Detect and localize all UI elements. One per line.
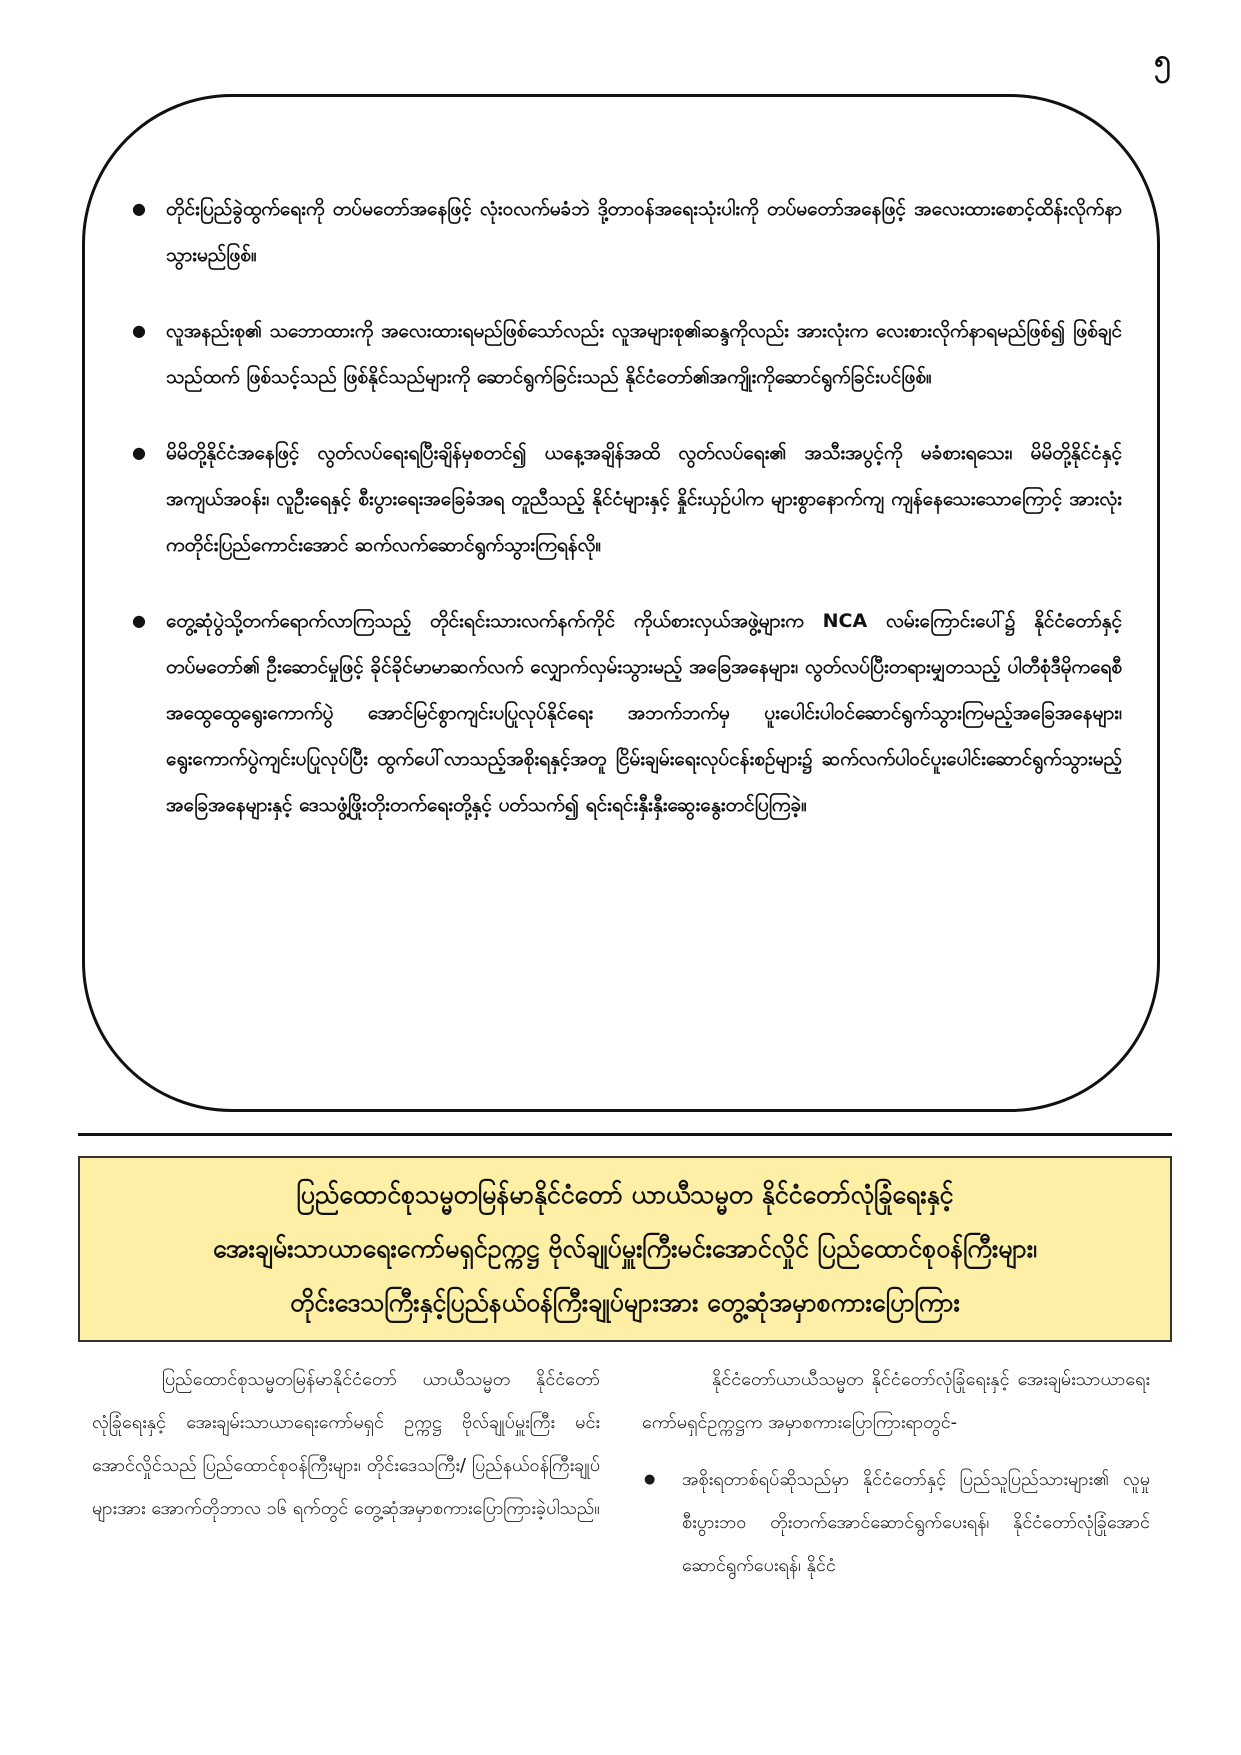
headline-line: အေးချမ်းသာယာရေးကော်မရှင်ဥက္ကဋ္ဌ ဗိုလ်ချုပ်မှူးကြီးမင်းအောင်လှိုင် ပြည်ထောင်စုဝန်ကြီးများ၊ [212, 1234, 1038, 1263]
summary-bullet: ● တိုင်းပြည်ခွဲထွက်ရေးကို တပ်မတော်အနေဖြင့် လုံးဝလက်မခံဘဲ ဒို့တာဝန်အရေးသုံးပါးကို တပ်မတော်အနေဖြင့် အလေးထားစောင့်ထိန်းလိုက်နာသွားမည်ဖြစ်။ [132, 186, 1122, 278]
page-number: ၅ [1154, 43, 1171, 78]
right-column [642, 1358, 1150, 1587]
right-column-intro: နိုင်ငံတော်ယာယီသမ္မတ နိုင်ငံတော်လုံခြုံရေးနှင့် အေးချမ်းသာယာရေးကော်မရှင်ဥက္ကဋ္ဌက အမှာစကားပြောကြားရာတွင်- [642, 1369, 1150, 1433]
section-divider [78, 1133, 1172, 1136]
summary-bullet: ● လူအနည်းစု၏ သဘောထားကို အလေးထားရမည်ဖြစ်သော်လည်း လူအများစု၏ဆန္ဒကိုလည်း အားလုံးက လေးစားလိုက်နာရမည်ဖြစ်၍ ဖြစ်ချင်သည်ထက် ဖြစ်သင့်သည် ဖြစ်နိုင်သည်များကို ဆောင်ရွက်ခြင်းသည် နိုင်ငံတော်၏အကျိုးကိုဆောင်ရွက်ခြင်းပင်ဖြစ်။ [132, 308, 1122, 400]
left-column-text: ပြည်ထောင်စုသမ္မတမြန်မာနိုင်ငံတော် ယာယီသမ္မတ နိုင်ငံတော်လုံခြုံရေးနှင့် အေးချမ်းသာယာရေးကော်မရှင် ဥက္ကဋ္ဌ ဗိုလ်ချုပ်မှူးကြီး မင်းအောင်လှိုင်သည် ပြည်ထောင်စုဝန်ကြီးများ၊ တိုင်းဒေသကြီး/ ပြည်နယ်ဝန်ကြီးချုပ်များအား အောက်တိုဘာလ ၁၆ ရက်တွင် တွေ့ဆုံအမှာစကားပြောကြားခဲ့ပါသည်။ [92, 1369, 600, 1519]
right-column-bullet-list [642, 1458, 1150, 1587]
summary-bullet: ● တွေ့ဆုံပွဲသို့တက်ရောက်လာကြသည့် တိုင်းရင်းသားလက်နက်ကိုင် ကိုယ်စားလှယ်အဖွဲ့များက NCA လမ်းကြောင်းပေါ်၌ နိုင်ငံတော်နှင့်တပ်မတော်၏ ဦးဆောင်မှုဖြင့် ခိုင်ခိုင်မာမာဆက်လက် လျှောက်လှမ်းသွားမည့် အခြေအနေများ၊ လွတ်လပ်ပြီးတရားမျှတသည့် ပါတီစုံဒီမိုကရေစီ အထွေထွေရွေးကောက်ပွဲ အောင်မြင်စွာကျင်းပပြုလုပ်နိုင်ရေး အဘက်ဘက်မှ ပူးပေါင်းပါဝင်ဆောင်ရွက်သွားကြမည့်အခြေအနေများ၊ ရွေးကောက်ပွဲကျင်းပပြုလုပ်ပြီး ထွက်ပေါ်လာသည့်အစိုးရနှင့်အတူ ငြိမ်းချမ်းရေးလုပ်ငန်းစဉ်များ၌ ဆက်လက်ပါဝင်ပူးပေါင်းဆောင်ရွက်သွားမည့်အခြေအနေများနှင့် ဒေသဖွံ့ဖြိုးတိုးတက်ရေးတို့နှင့် ပတ်သက်၍ ရင်းရင်းနှီးနှီးဆွေးနွေးတင်ပြကြခဲ့။ [132, 598, 1122, 828]
summary-bullet-list [132, 186, 1122, 858]
summary-bullet: ● မိမိတို့နိုင်ငံအနေဖြင့် လွတ်လပ်ရေးရပြီးချိန်မှစတင်၍ ယနေ့အချိန်အထိ လွတ်လပ်ရေး၏ အသီးအပွင့်ကို မခံစားရသေး၊ မိမိတို့နိုင်ငံနှင့် အကျယ်အဝန်း၊ လူဦးရေနှင့် စီးပွားရေးအခြေခံအရ တူညီသည့် နိုင်ငံများနှင့် နှိုင်းယှဉ်ပါက များစွာနောက်ကျ ကျန်နေသေးသောကြောင့် အားလုံးကတိုင်းပြည်ကောင်းအောင် ဆက်လက်ဆောင်ရွက်သွားကြရန်လို။ [132, 430, 1122, 568]
right-column-bullet: ● အစိုးရတာစ်ရပ်ဆိုသည်မှာ နိုင်ငံတော်နှင့် ပြည်သူပြည်သားများ၏ လူမှုစီးပွားဘဝ တိုးတက်အောင်ဆောင်ရွက်ပေးရန်၊ နိုင်ငံတော်လုံခြုံအောင် ဆောင်ရွက်ပေးရန်၊ နိုင်ငံ [642, 1458, 1150, 1587]
headline-box [78, 1156, 1172, 1342]
headline-line: တိုင်းဒေသကြီးနှင့်ပြည်နယ်ဝန်ကြီးချုပ်များအား တွေ့ဆုံအမှာစကားပြောကြား [290, 1288, 960, 1317]
headline-line: ပြည်ထောင်စုသမ္မတမြန်မာနိုင်ငံတော် ယာယီသမ္မတ နိုင်ငံတော်လုံခြုံရေးနှင့် [296, 1180, 954, 1209]
